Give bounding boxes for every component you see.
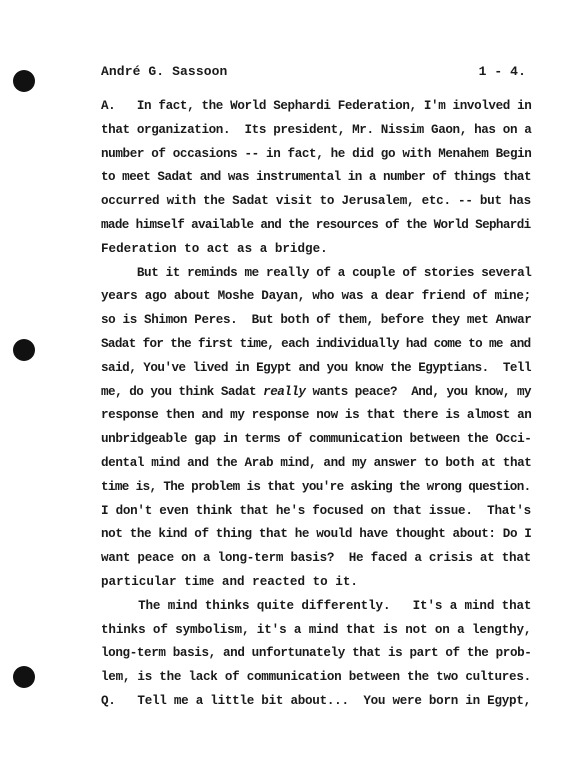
text-line: said, You've lived in Egypt and you know the Egyptians. Tell <box>101 360 532 375</box>
text-line: Q. Tell me a little bit about... You were born in Egypt, <box>101 693 531 708</box>
text-line: not the kind of thing that he would have thought about: Do I <box>101 527 532 542</box>
text-segment: me, do you think Sadat <box>101 384 264 399</box>
binder-hole <box>13 666 35 688</box>
text-line: lem, is the lack of communication between the two cultures. <box>101 670 531 685</box>
text-line: number of occasions -- in fact, he did go with Menahem Begin <box>101 146 532 161</box>
text-line <box>101 383 531 407</box>
text-line: occurred with the Sadat visit to Jerusalem, etc. -- but has <box>101 194 531 209</box>
text-line: time is, The problem is that you're asking the wrong question. <box>101 479 531 494</box>
header-page-number: 1 - 4. <box>478 64 526 79</box>
text-line: want peace on a long-term basis? He faced a crisis at that <box>101 551 531 566</box>
text-line: dental mind and the Arab mind, and my answer to both at that <box>101 455 532 470</box>
emphasis-text: really <box>263 384 306 399</box>
text-line: that organization. Its president, Mr. Nissim Gaon, has on a <box>101 122 532 137</box>
page-header <box>101 64 526 82</box>
text-line: unbridgeable gap in terms of communication between the Occi- <box>101 432 532 447</box>
text-line: thinks of symbolism, it's a mind that is not on a lengthy, <box>101 622 532 637</box>
text-line: long-term basis, and unfortunately that is part of the prob- <box>101 646 532 661</box>
text-line: A. In fact, the World Sephardi Federation, I'm involved in <box>101 99 532 113</box>
text-line: so is Shimon Peres. But both of them, before they met Anwar <box>101 313 532 328</box>
text-line: made himself available and the resources of the World Sephardi <box>101 217 531 232</box>
header-author: André G. Sassoon <box>101 64 228 79</box>
text-line: particular time and reacted to it. <box>101 574 358 589</box>
text-line: to meet Sadat and was instrumental in a number of things that <box>101 170 532 185</box>
text-line: Sadat for the first time, each individually had come to me and <box>101 336 531 351</box>
text-segment: wants peace? And, you know, my <box>305 384 532 399</box>
binder-hole <box>13 70 35 92</box>
text-line: Federation to act as a bridge. <box>101 241 328 256</box>
binder-hole <box>13 339 35 361</box>
text-line: The mind thinks quite differently. It's a mind that <box>101 598 532 613</box>
transcript-body <box>101 97 531 716</box>
text-line: response then and my response now is that there is almost an <box>101 408 532 423</box>
text-line: But it reminds me really of a couple of stories several <box>101 265 532 280</box>
text-line: years ago about Moshe Dayan, who was a dear friend of mine; <box>101 289 531 304</box>
text-line: I don't even think that he's focused on that issue. That's <box>101 503 531 518</box>
